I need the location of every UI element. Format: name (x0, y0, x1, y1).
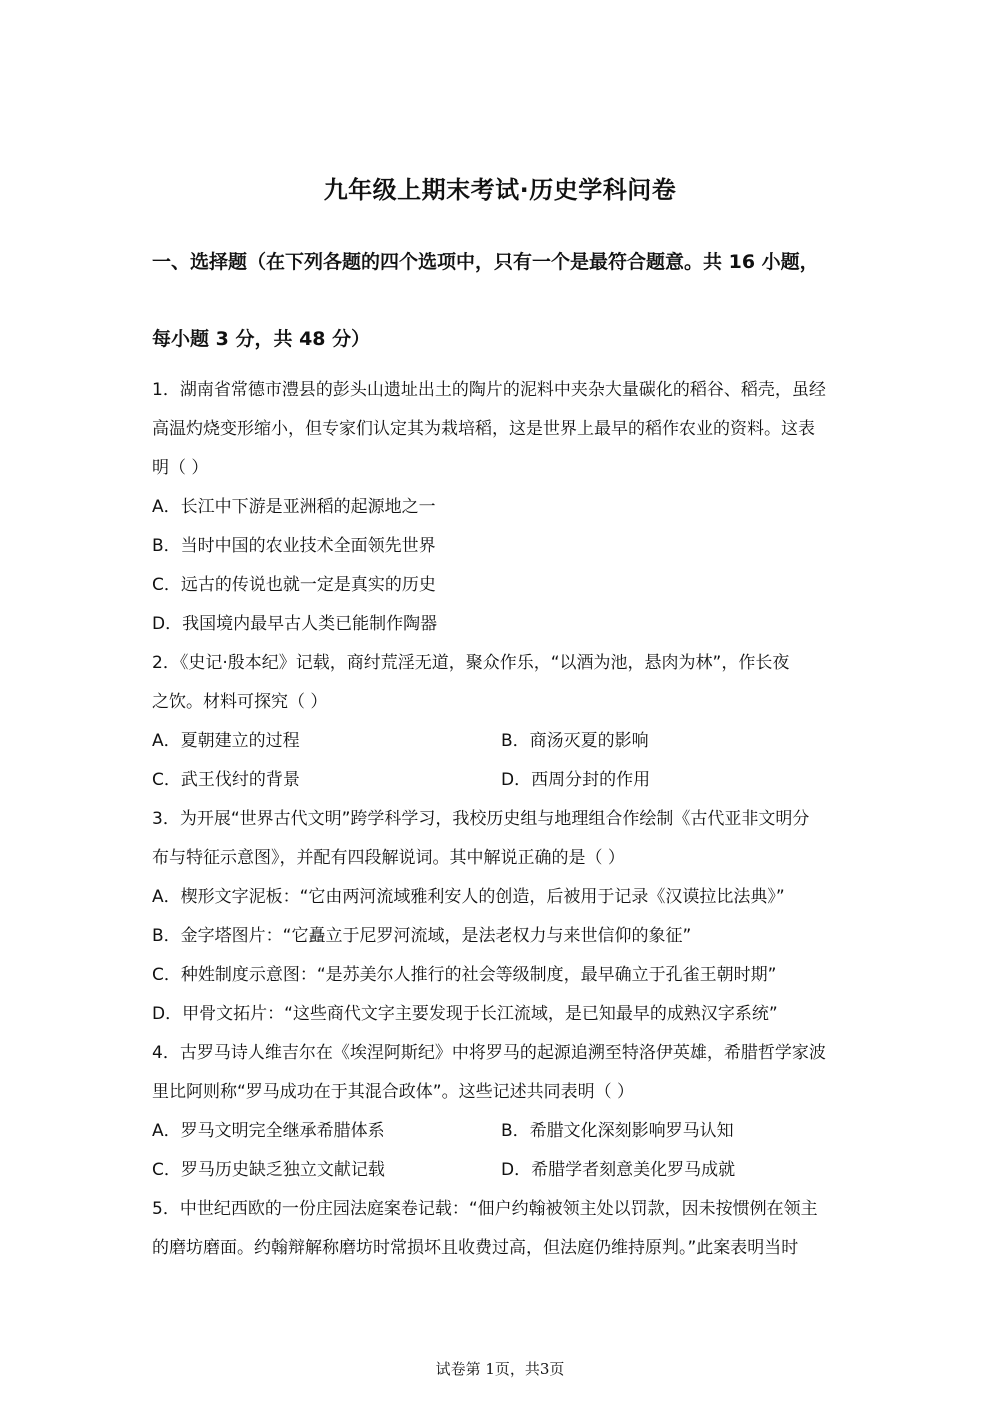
q1-option-b: B．当时中国的农业技术全面领先世界 (152, 536, 436, 556)
section-heading-line2: 每小题 3 分，共 48 分） (152, 328, 371, 350)
q5-stem-line2: 的磨坊磨面。约翰辩解称磨坊时常损坏且收费过高，但法庭仍维持原判。”此案表明当时 (152, 1238, 799, 1258)
q1-stem-line1: 1．湖南省常德市澧县的彭头山遗址出土的陶片的泥料中夹杂大量碳化的稻谷、稻壳，虽经 (152, 380, 826, 400)
q2-stem-line2: 之饮。材料可探究（ ） (152, 692, 328, 712)
q4-option-d: D．希腊学者刻意美化罗马成就 (501, 1160, 736, 1180)
q5-stem-line1: 5．中世纪西欧的一份庄园法庭案卷记载：“佃户约翰被领主处以罚款，因未按惯例在领主 (152, 1199, 818, 1219)
q3-option-c: C．种姓制度示意图：“是苏美尔人推行的社会等级制度，最早确立于孔雀王朝时期” (152, 965, 777, 985)
q3-option-b: B．金字塔图片：“它矗立于尼罗河流域，是法老权力与来世信仰的象征” (152, 926, 692, 946)
q3-stem-line2: 布与特征示意图》，并配有四段解说词。其中解说正确的是（ ） (152, 848, 625, 868)
q3-option-a: A．楔形文字泥板：“它由两河流域雅利安人的创造，后被用于记录《汉谟拉比法典》” (152, 887, 785, 907)
page-title: 九年级上期末考试·历史学科问卷 (323, 176, 677, 204)
q3-option-d: D．甲骨文拓片：“这些商代文字主要发现于长江流域，是已知最早的成熟汉字系统” (152, 1004, 778, 1024)
q2-stem-line1: 2．《史记·殷本纪》记载，商纣荒淫无道，聚众作乐，“以酒为池，悬肉为林”，作长夜 (152, 653, 790, 673)
q2-option-a: A．夏朝建立的过程 (152, 731, 300, 751)
q2-option-d: D．西周分封的作用 (501, 770, 651, 790)
page-footer: 试卷第 1页，共3页 (435, 1360, 565, 1378)
q3-stem-line1: 3．为开展“世界古代文明”跨学科学习，我校历史组与地理组合作绘制《古代亚非文明分 (152, 809, 810, 829)
section-heading-line1: 一、选择题（在下列各题的四个选项中，只有一个是最符合题意。共 16 小题， (152, 251, 819, 273)
q1-option-d: D．我国境内最早古人类已能制作陶器 (152, 614, 438, 634)
q4-option-a: A．罗马文明完全继承希腊体系 (152, 1121, 385, 1141)
q2-option-c: C．武王伐纣的背景 (152, 770, 300, 790)
q1-stem-line3: 明（ ） (152, 458, 209, 478)
q4-option-c: C．罗马历史缺乏独立文献记载 (152, 1160, 385, 1180)
q1-option-a: A．长江中下游是亚洲稻的起源地之一 (152, 497, 436, 517)
q1-stem-line2: 高温灼烧变形缩小，但专家们认定其为栽培稻，这是世界上最早的稻作农业的资料。这表 (152, 419, 815, 439)
q2-option-b: B．商汤灭夏的影响 (501, 731, 649, 751)
q4-option-b: B．希腊文化深刻影响罗马认知 (501, 1121, 734, 1141)
q4-stem-line1: 4．古罗马诗人维吉尔在《埃涅阿斯纪》中将罗马的起源追溯至特洛伊英雄，希腊哲学家波 (152, 1043, 826, 1063)
q4-stem-line2: 里比阿则称“罗马成功在于其混合政体”。这些记述共同表明（ ） (152, 1082, 635, 1102)
q1-option-c: C．远古的传说也就一定是真实的历史 (152, 575, 436, 595)
